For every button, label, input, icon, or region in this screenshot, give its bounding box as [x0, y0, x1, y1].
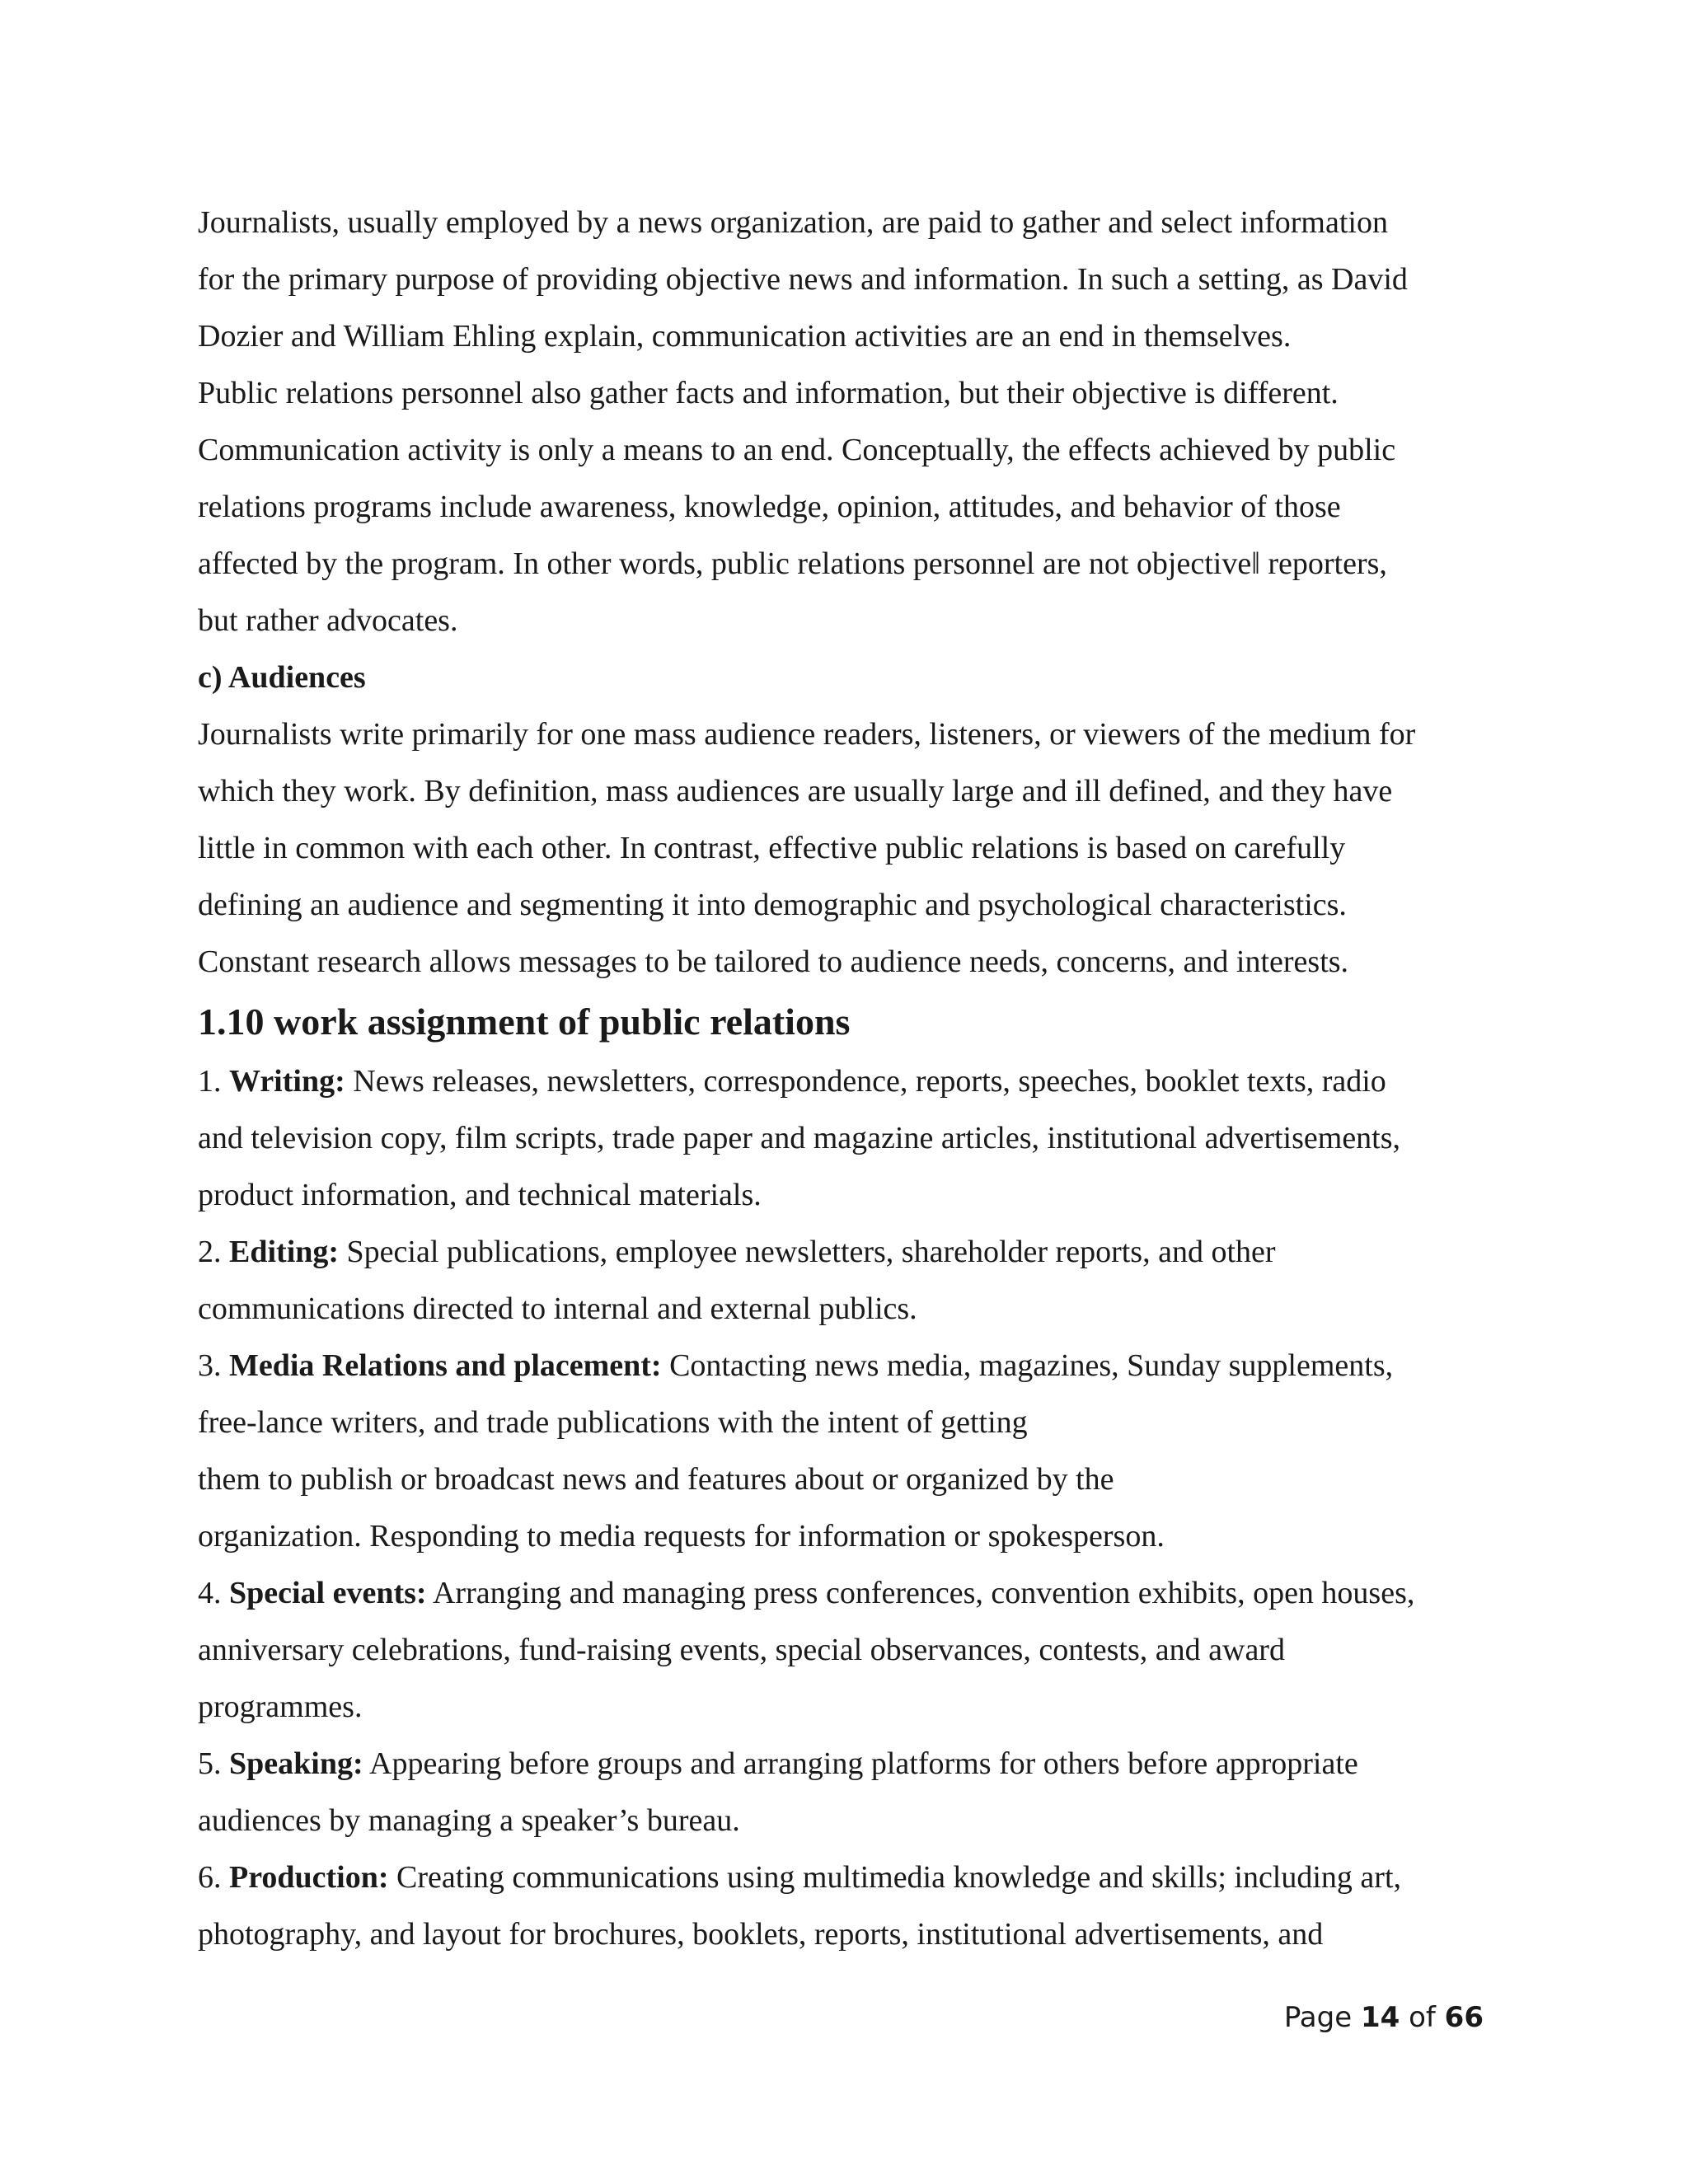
text-line: organization. Responding to media requests for information or spokesperson.: [198, 1519, 1165, 1554]
item-text: News releases, newsletters, correspondence, reports, speeches, booklet texts, radio: [345, 1064, 1386, 1099]
text-line: Communication activity is only a means to an end. Conceptually, the effects achieved by public: [198, 433, 1396, 467]
item-text: Creating communications using multimedia knowledge and skills; including art,: [388, 1860, 1401, 1895]
text-line: them to publish or broadcast news and features about or organized by the: [198, 1462, 1114, 1497]
item-number: 6.: [198, 1860, 222, 1895]
page-number-footer: [1284, 2001, 1484, 2034]
text-line: Constant research allows messages to be tailored to audience needs, concerns, and interests.: [198, 944, 1349, 979]
document-page: [198, 194, 1500, 1963]
list-item-first-line: [198, 1849, 1500, 1906]
item-number: 3.: [198, 1348, 222, 1383]
list-item-first-line: [198, 1338, 1500, 1394]
text-line: Public relations personnel also gather facts and information, but their objective is different.: [198, 376, 1339, 410]
current-page-number: 14: [1360, 2001, 1400, 2034]
text-line: anniversary celebrations, fund-raising events, special observances, contests, and award: [198, 1633, 1285, 1667]
total-pages-number: 66: [1444, 2001, 1484, 2034]
list-item-media-relations: [198, 1338, 1500, 1565]
text-line: communications directed to internal and external publics.: [198, 1291, 917, 1326]
text-line: Journalists, usually employed by a news organization, are paid to gather and select information: [198, 205, 1388, 240]
list-item-first-line: [198, 1053, 1500, 1110]
list-item-special-events: [198, 1565, 1500, 1736]
list-item-first-line: [198, 1736, 1500, 1793]
item-text: Arranging and managing press conferences, convention exhibits, open houses,: [426, 1576, 1415, 1610]
item-number: 5.: [198, 1746, 222, 1781]
paragraph-pr-objective: [198, 365, 1500, 649]
text-line: Journalists write primarily for one mass audience readers, listeners, or viewers of the medium for: [198, 717, 1416, 752]
paragraph-journalists-employment: [198, 194, 1500, 365]
item-text: Contacting news media, magazines, Sunday supplements,: [661, 1348, 1394, 1383]
list-item-speaking: [198, 1736, 1500, 1849]
list-item-production: [198, 1849, 1500, 1963]
text-line: little in common with each other. In contrast, effective public relations is based on carefully: [198, 831, 1346, 865]
text-line: programmes.: [198, 1690, 363, 1724]
list-item-first-line: [198, 1565, 1500, 1622]
subheading-audiences: c) Audiences: [198, 660, 366, 695]
list-item-editing: [198, 1224, 1500, 1338]
text-line: photography, and layout for brochures, booklets, reports, institutional advertisements, and: [198, 1917, 1324, 1952]
paragraph-audiences: [198, 706, 1500, 991]
text-line: audiences by managing a speaker’s bureau.: [198, 1803, 740, 1838]
item-number: 1.: [198, 1064, 222, 1099]
text-line: for the primary purpose of providing objective news and information. In such a setting, as David: [198, 262, 1408, 297]
item-label: Media Relations and placement:: [229, 1348, 662, 1383]
list-item-first-line: [198, 1224, 1500, 1281]
text-line: Dozier and William Ehling explain, communication activities are an end in themselves.: [198, 319, 1292, 354]
item-number: 4.: [198, 1576, 222, 1610]
page-word: Page: [1283, 2001, 1353, 2034]
text-line: and television copy, film scripts, trade paper and magazine articles, institutional advertisements,: [198, 1121, 1401, 1155]
text-line: affected by the program. In other words, public relations personnel are not objective‖ reporters,: [198, 546, 1387, 581]
item-text: Appearing before groups and arranging platforms for others before appropriate: [363, 1746, 1358, 1781]
list-item-writing: [198, 1053, 1500, 1224]
item-label: Production:: [229, 1860, 389, 1895]
of-word: of: [1409, 2001, 1436, 2034]
item-label: Writing:: [229, 1064, 345, 1099]
item-label: Editing:: [229, 1235, 340, 1269]
text-line: free-lance writers, and trade publications with the intent of getting: [198, 1405, 1028, 1440]
item-number: 2.: [198, 1235, 222, 1269]
section-title: 1.10 work assignment of public relations: [198, 1001, 851, 1043]
text-line: defining an audience and segmenting it into demographic and psychological characteristics.: [198, 888, 1347, 922]
item-label: Special events:: [229, 1576, 427, 1610]
item-text: Special publications, employee newsletters, shareholder reports, and other: [339, 1235, 1276, 1269]
item-label: Speaking:: [229, 1746, 363, 1781]
text-line: relations programs include awareness, knowledge, opinion, attitudes, and behavior of those: [198, 490, 1341, 524]
text-line: but rather advocates.: [198, 603, 458, 638]
text-line: product information, and technical materials.: [198, 1178, 762, 1212]
text-line: which they work. By definition, mass audiences are usually large and ill defined, and they have: [198, 774, 1393, 808]
